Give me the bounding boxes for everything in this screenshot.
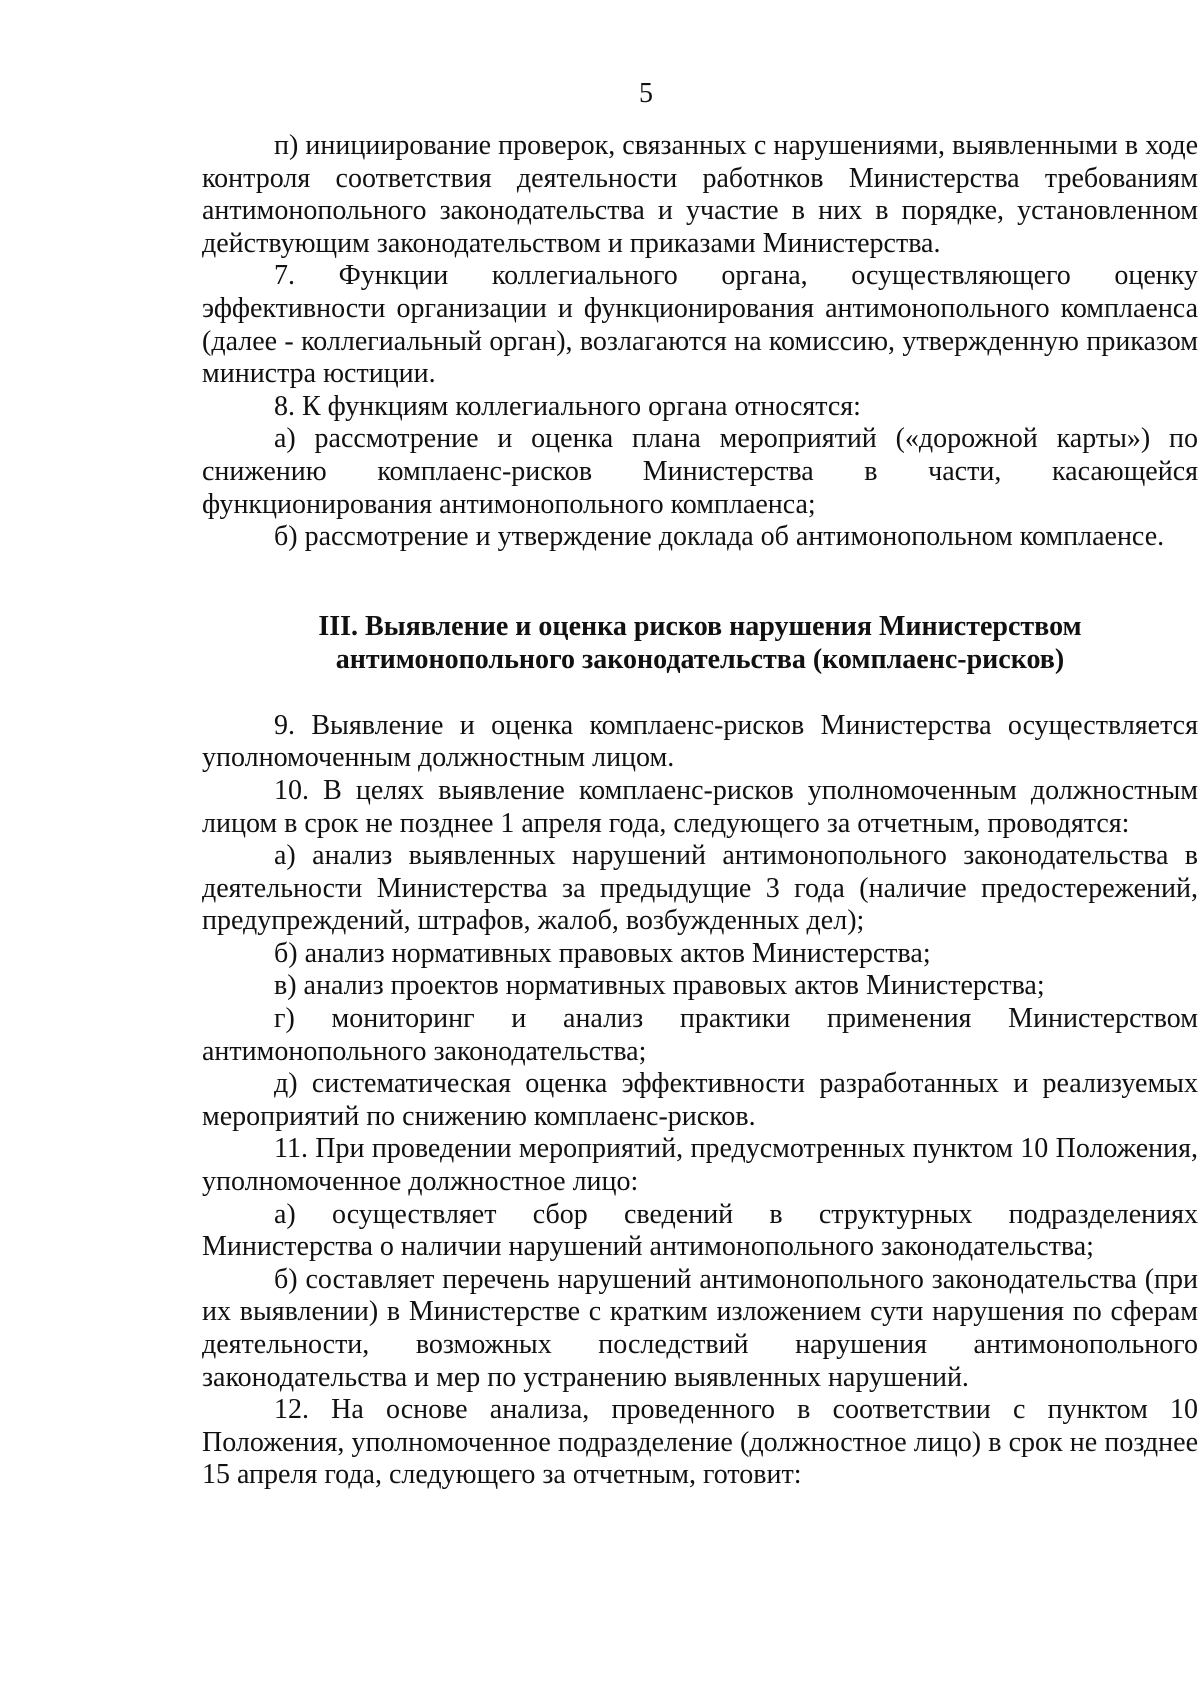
paragraph-10-g: г) мониторинг и анализ практики применения Министерством антимонопольного законодательства; bbox=[202, 1003, 1198, 1067]
page-number: 5 bbox=[639, 78, 653, 109]
paragraph-11: 11. При проведении мероприятий, предусмотренных пунктом 10 Положения, уполномоченное должностное лицо: bbox=[202, 1133, 1198, 1198]
section-heading-line-1: III. Выявление и оценка рисков нарушения Министерством bbox=[318, 610, 1082, 642]
paragraph-8: 8. К функциям коллегиального органа относятся: bbox=[274, 390, 861, 422]
document-body bbox=[202, 130, 1198, 1492]
paragraph-item-p: п) инициирование проверок, связанных с нарушениями, выявленными в ходе контроля соответствия деятельности работнков Министерства требованиям антимонопольного законодательства и участие в них в порядке, установленном действующим законодательством и приказами Министерства. bbox=[202, 130, 1198, 259]
paragraph-10-a: а) анализ выявленных нарушений антимонопольного законодательства в деятельности Министерства за предыдущие 3 года (наличие предостережений, предупреждений, штрафов, жалоб, возбужденных дел); bbox=[202, 840, 1198, 937]
paragraph-8-b: б) рассмотрение и утверждение доклада об антимонопольном комплаенсе. bbox=[274, 521, 1165, 553]
section-heading-line-2: антимонопольного законодательства (комплаенс-рисков) bbox=[335, 643, 1065, 675]
paragraph-10-d: д) систематическая оценка эффективности разработанных и реализуемых мероприятий по снижению комплаенс-рисков. bbox=[202, 1068, 1198, 1132]
paragraph-10-b: б) анализ нормативных правовых актов Министерства; bbox=[274, 937, 931, 969]
paragraph-9: 9. Выявление и оценка комплаенс-рисков Министерства осуществляется уполномоченным должностным лицом. bbox=[202, 709, 1198, 774]
section-heading bbox=[202, 610, 1198, 676]
paragraph-12: 12. На основе анализа, проведенного в соответствии с пунктом 10 Положения, уполномоченное подразделение (должностное лицо) в срок не позднее 15 апреля года, следующего за отчетным, готовит: bbox=[202, 1394, 1198, 1491]
paragraph-8-a: а) рассмотрение и оценка плана мероприятий («дорожной карты») по снижению комплаенс-рисков Министерства в части, касающейся функционирования антимонопольного комплаенса; bbox=[202, 423, 1198, 520]
paragraph-10: 10. В целях выявление комплаенс-рисков уполномоченным должностным лицом в срок не позднее 1 апреля года, следующего за отчетным, проводятся: bbox=[202, 774, 1198, 839]
paragraph-11-b: б) составляет перечень нарушений антимонопольного законодательства (при их выявлении) в Министерстве с кратким изложением сути нарушения по сферам деятельности, возможных последствий нарушения антимонопольного законодательства и мер по устранению выявленных нарушений. bbox=[202, 1263, 1198, 1393]
paragraph-11-a: а) осуществляет сбор сведений в структурных подразделениях Министерства о наличии нарушений антимонопольного законодательства; bbox=[202, 1198, 1198, 1263]
paragraph-10-v: в) анализ проектов нормативных правовых актов Министерства; bbox=[274, 970, 1045, 1002]
paragraph-7: 7. Функции коллегиального органа, осуществляющего оценку эффективности организации и функционирования антимонопольного комплаенса (далее - коллегиальный орган), возлагаются на комиссию, утвержденную приказом министра юстиции. bbox=[202, 260, 1198, 390]
